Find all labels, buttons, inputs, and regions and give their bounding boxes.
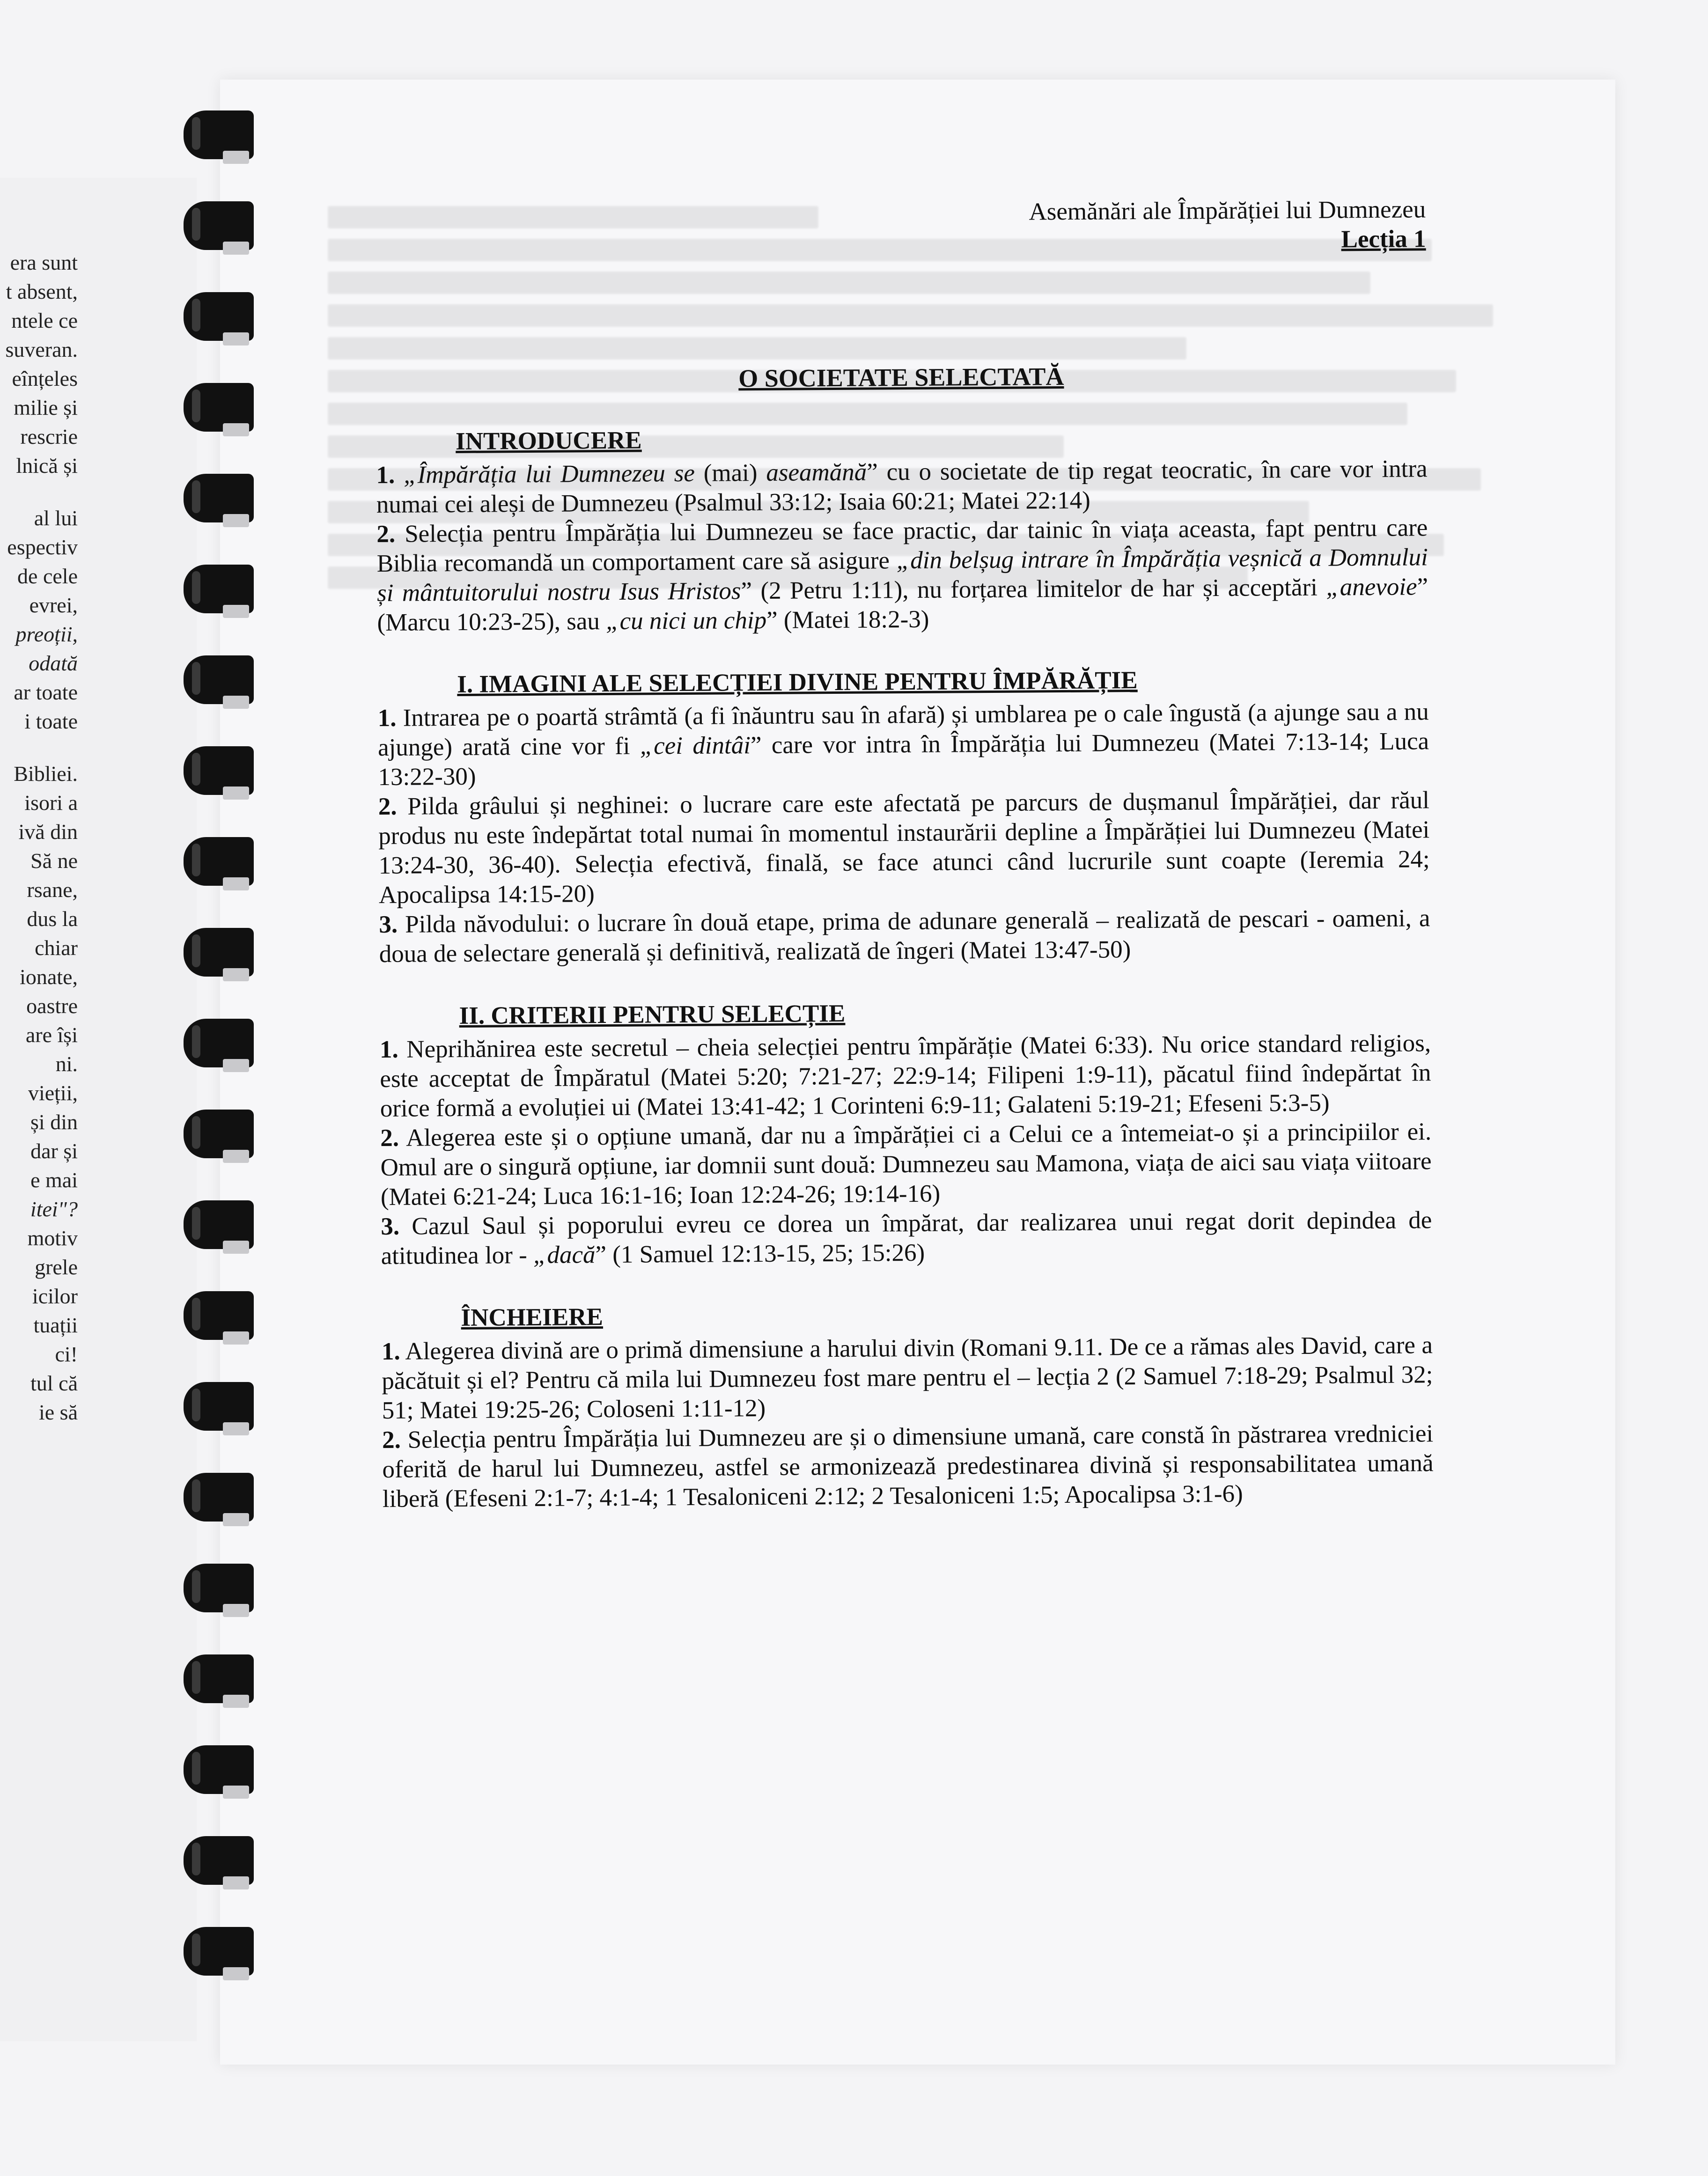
previous-page-line: al lui xyxy=(34,506,78,530)
binding-ring xyxy=(178,289,258,346)
binding-ring xyxy=(178,1198,258,1254)
previous-page-line: oastre xyxy=(26,994,78,1018)
previous-page-line: rsane, xyxy=(27,878,78,902)
images-paragraph-3: 3. Pilda năvodului: o lucrare în două etape, prima de adunare generală – realizată de pescari - oameni, a doua de selectare generală și definitivă, realizată de îngeri (Matei 13:47-50) xyxy=(379,904,1430,968)
section-heading-intro: INTRODUCERE xyxy=(455,426,642,455)
previous-page-line: ni. xyxy=(55,1052,78,1076)
previous-page-line: are își xyxy=(25,1023,78,1047)
previous-page-line: t absent, xyxy=(6,279,78,303)
binding-ring xyxy=(178,1742,258,1799)
binding-ring xyxy=(178,471,258,527)
images-paragraph-2: 2. Pilda grâului și neghinei: o lucrare care este afectată pe parcurs de dușmanul Împărăției, dar răul produs nu este îndepărtat total numai în momentul instaurării depline a Împărăției lui Dumnezeu (Matei 13:24-30, 36-40). Selecția efectivă, finală, se face atunci când lucrurile sunt coapte (Ieremia 24; Apocalipsa 14:15-20) xyxy=(378,787,1430,909)
previous-page-line: era sunt xyxy=(10,250,78,274)
spiral-binding xyxy=(178,108,272,2004)
binding-ring xyxy=(178,1288,258,1345)
binding-ring xyxy=(178,562,258,618)
binding-ring xyxy=(178,834,258,890)
binding-ring xyxy=(178,1652,258,1708)
previous-page-line: suveran. xyxy=(5,338,78,361)
previous-page-line: și din xyxy=(30,1110,78,1134)
previous-page-line: vieții, xyxy=(28,1081,78,1105)
previous-page-line: chiar xyxy=(35,936,78,960)
previous-page-line: lnică și xyxy=(16,454,78,478)
binding-ring xyxy=(178,1924,258,1980)
previous-page-line: eînțeles xyxy=(12,367,78,390)
previous-page-line: ci! xyxy=(55,1342,78,1366)
binding-ring xyxy=(178,1833,258,1889)
criteria-paragraph-3: 3. Cazul Saul și poporului evreu ce dorea un împărat, dar realizarea unui regat dorit depindea de atitudinea lor - „dacă” (1 Samuel 12:13-15, 25; 15:26) xyxy=(381,1206,1432,1270)
binding-ring xyxy=(178,1561,258,1617)
previous-page-line: preoții, xyxy=(15,622,78,646)
previous-page-line: motiv xyxy=(27,1226,78,1250)
binding-ring xyxy=(178,1107,258,1163)
binding-ring xyxy=(178,1016,258,1072)
previous-page-line: rescrie xyxy=(20,425,78,448)
previous-page-line: ionate, xyxy=(20,965,78,989)
previous-page-line: tul că xyxy=(30,1371,78,1395)
criteria-paragraph-1: 1. Neprihănirea este secretul – cheia selecției pentru împărăție (Matei 6:33). Nu orice standard religios, este acceptat de Împăratul (Matei 5:20; 7:21-27; 22:9-14; Filipeni 1:9-11), păcatul fiind îndepărtat în orice formă a evoluției ui (Matei 13:41-42; 1 Corinteni 6:9-11; Galateni 5:19-21; Efeseni 5:3-5) xyxy=(379,1029,1431,1122)
lesson-label: Lecția 1 xyxy=(1341,225,1426,253)
section-heading-images: I. IMAGINI ALE SELECȚIEI DIVINE PENTRU ÎMPĂRĂȚIE xyxy=(457,667,1138,698)
previous-page-line: itei"? xyxy=(30,1197,78,1221)
previous-page-line: espectiv xyxy=(7,535,78,559)
conclusion-paragraph-2: 2. Selecția pentru Împărăția lui Dumnezeu are și o dimensiune umană, care constă în păstrarea vredniciei oferită de harul lui Dumnezeu, astfel se armonizează predestinarea divină și responsabilitatea umană liberă (Efeseni 2:1-7; 4:1-4; 1 Tesaloniceni 2:12; 2 Tesaloniceni 1:5; Apocalipsa 3:1-6) xyxy=(382,1420,1434,1513)
previous-page-line: icilor xyxy=(32,1284,78,1308)
binding-ring xyxy=(178,925,258,981)
previous-page-line: de cele xyxy=(17,564,78,588)
binding-ring xyxy=(178,198,258,255)
document-title: O SOCIETATE SELECTATĂ xyxy=(738,362,1064,393)
previous-page-line: i toate xyxy=(24,709,78,733)
previous-page-line: isori a xyxy=(24,791,78,815)
previous-page-line: Bibliei. xyxy=(14,762,78,786)
images-paragraph-1: 1. Intrarea pe o poartă strâmtă (a fi înăuntru sau în afară) și umblarea pe o cale îngustă (a ajunge sau a nu ajunge) arată cine vor fi „cei dintâi” care vor intra în Împărăția lui Dumnezeu (Matei 7:13-14; Luca 13:22-30) xyxy=(377,698,1429,791)
previous-page-line: milie și xyxy=(14,396,78,419)
previous-page-line: odată xyxy=(29,651,78,675)
intro-paragraph-1: 1. „Împărăția lui Dumnezeu se (mai) aseamănă” cu o societate de tip regat teocratic, în care vor intra numai cei aleși de Dumnezeu (Psalmul 33:12; Isaia 60:21; Matei 22:14) xyxy=(376,455,1428,518)
previous-page-line: dus la xyxy=(27,907,78,931)
criteria-paragraph-2: 2. Alegerea este și o opțiune umană, dar nu a împărăției ci a Celui ce a întemeiat-o și a principiilor ei. Omul are o singură opțiune, iar domnii sunt două: Dumnezeu sau Mamona, viața de aici sau viața viitoare (Matei 6:21-24; Luca 16:1-16; Ioan 12:24-26; 19:14-16) xyxy=(380,1118,1432,1211)
binding-ring xyxy=(178,1470,258,1526)
previous-page-text xyxy=(0,248,78,1427)
page-content xyxy=(375,195,1434,1514)
previous-page-line: ar toate xyxy=(14,680,78,704)
conclusion-paragraph-1: 1. Alegerea divină are o primă dimensiune a harului divin (Romani 9.11. De ce a rămas ales David, care a păcătuit și el? Pentru că mila lui Dumnezeu fost mare pentru el – lecția 2 (2 Samuel 7:18-29; Psalmul 32; 51; Matei 19:25-26; Coloseni 1:11-12) xyxy=(381,1331,1433,1424)
previous-page-line: grele xyxy=(35,1255,78,1279)
previous-page-line: tuații xyxy=(33,1313,78,1337)
binding-ring xyxy=(178,380,258,436)
binding-ring xyxy=(178,653,258,709)
previous-page-line xyxy=(0,480,78,504)
binding-ring xyxy=(178,1379,258,1435)
previous-page-line: evrei, xyxy=(29,593,78,617)
previous-page-line: ntele ce xyxy=(11,309,78,332)
previous-page-line: e mai xyxy=(30,1168,78,1192)
intro-paragraph-2: 2. Selecția pentru Împărăția lui Dumnezeu se face practic, dar tainic în viața aceasta, fapt pentru care Biblia recomandă un comportament care să asigure „din belșug intrare în Împărăția veșnică a Domnului și mântuitorului nostru Isus Hristos” (2 Petru 1:11), nu forțarea limitelor de har și acceptări „anevoie” (Marcu 10:23-25), sau „cu nici un chip” (Matei 18:2-3) xyxy=(376,514,1428,636)
previous-page-line: Să ne xyxy=(30,849,78,873)
page-header xyxy=(375,195,1426,260)
course-title: Asemănări ale Împărăției lui Dumnezeu xyxy=(1029,196,1426,226)
section-heading-conclusion: ÎNCHEIERE xyxy=(461,1303,604,1331)
section-heading-criteria: II. CRITERII PENTRU SELECȚIE xyxy=(459,1000,846,1029)
binding-ring xyxy=(178,743,258,800)
previous-page-line: dar și xyxy=(30,1139,78,1163)
previous-page-line: ivă din xyxy=(18,820,78,844)
previous-page-line xyxy=(0,736,78,759)
previous-page-line: ie să xyxy=(38,1400,78,1424)
binding-ring xyxy=(178,108,258,164)
